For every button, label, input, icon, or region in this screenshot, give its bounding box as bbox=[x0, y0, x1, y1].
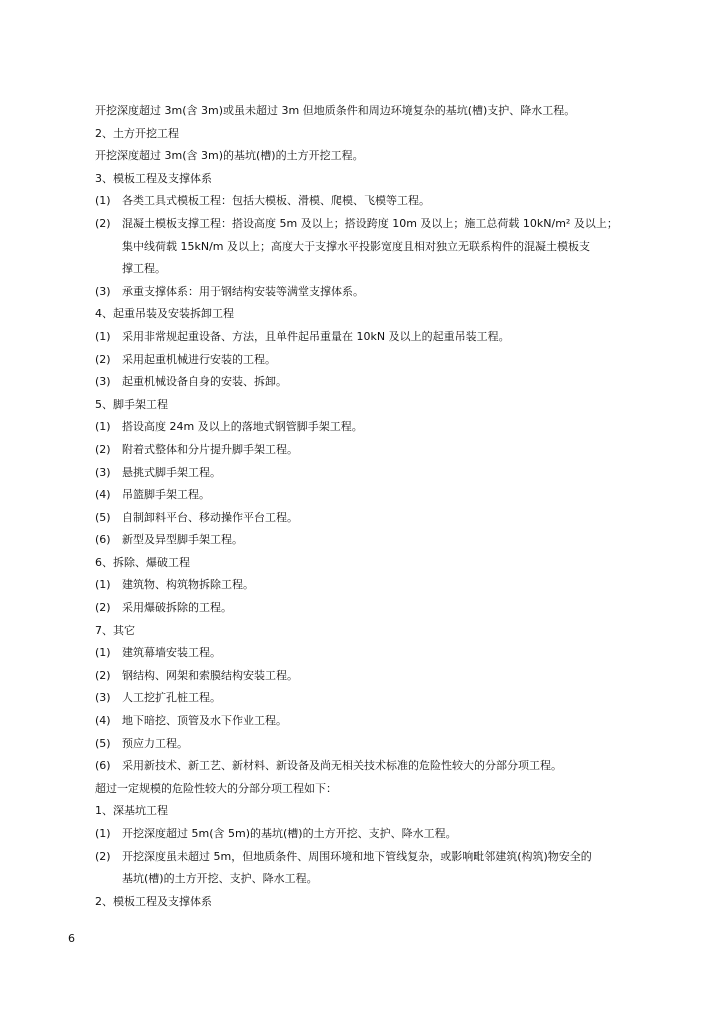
list-item-text: 钢结构、网架和索膜结构安装工程。 bbox=[122, 668, 298, 682]
list-item bbox=[95, 507, 665, 530]
list-item bbox=[95, 823, 665, 846]
list-item bbox=[95, 687, 665, 710]
list-item-number: (3) bbox=[95, 691, 111, 705]
list-item-number: (6) bbox=[95, 759, 111, 773]
list-item-text: 建筑物、构筑物拆除工程。 bbox=[122, 578, 254, 592]
list-item bbox=[95, 462, 665, 485]
list-item-number: (5) bbox=[95, 736, 111, 750]
paragraph-line: 5、脚手架工程 bbox=[95, 397, 168, 411]
list-item-text: 开挖深度虽未超过 5m，但地质条件、周围环境和地下管线复杂，或影响毗邻建筑(构筑)物安全的 bbox=[122, 849, 592, 863]
list-item-text: 采用新技术、新工艺、新材料、新设备及尚无相关技术标准的危险性较大的分部分项工程。 bbox=[122, 759, 562, 773]
list-item-number: (3) bbox=[95, 284, 111, 298]
list-item-number: (2) bbox=[95, 668, 111, 682]
list-item-number: (5) bbox=[95, 510, 111, 524]
paragraph-line: 3、模板工程及支撑体系 bbox=[95, 171, 212, 185]
list-item bbox=[95, 846, 665, 869]
list-item bbox=[95, 484, 665, 507]
paragraph-line: 2、土方开挖工程 bbox=[95, 126, 179, 140]
list-item bbox=[95, 416, 665, 439]
list-item-number: (3) bbox=[95, 465, 111, 479]
list-item-text: 搭设高度 24m 及以上的落地式钢管脚手架工程。 bbox=[122, 420, 363, 434]
list-item-continuation: 撑工程。 bbox=[122, 262, 166, 276]
list-item bbox=[95, 597, 665, 620]
paragraph-line: 1、深基坑工程 bbox=[95, 804, 168, 818]
list-item-text: 人工挖扩孔桩工程。 bbox=[122, 691, 221, 705]
list-item-number: (1) bbox=[95, 827, 111, 840]
list-item-number: (6) bbox=[95, 533, 111, 547]
list-item-text: 新型及异型脚手架工程。 bbox=[122, 533, 243, 547]
list-item bbox=[95, 326, 665, 349]
list-item bbox=[95, 733, 665, 756]
list-item bbox=[95, 642, 665, 665]
list-item-text: 附着式整体和分片提升脚手架工程。 bbox=[122, 442, 298, 456]
list-item bbox=[95, 281, 665, 304]
paragraph-line: 4、起重吊装及安装拆卸工程 bbox=[95, 307, 234, 321]
list-item-number: (2) bbox=[95, 352, 111, 366]
paragraph-line: 2、模板工程及支撑体系 bbox=[95, 894, 212, 908]
list-item-continuation: 基坑(槽)的土方开挖、支护、降水工程。 bbox=[122, 872, 318, 886]
list-item-number: (1) bbox=[95, 329, 111, 343]
list-item-number: (1) bbox=[95, 420, 111, 434]
list-item bbox=[95, 439, 665, 462]
list-item-number: (2) bbox=[95, 849, 111, 863]
list-item-text: 悬挑式脚手架工程。 bbox=[122, 465, 221, 479]
list-item bbox=[95, 190, 665, 213]
list-item-number: (4) bbox=[95, 714, 111, 728]
list-item-number: (1) bbox=[95, 578, 111, 592]
list-item bbox=[95, 529, 665, 552]
list-item bbox=[95, 371, 665, 394]
list-item-text: 混凝土模板支撑工程：搭设高度 5m 及以上；搭设跨度 10m 及以上；施工总荷载 10kN/m² 及以上； bbox=[122, 216, 618, 230]
list-item-number: (2) bbox=[95, 442, 111, 456]
list-item-text: 各类工具式模板工程：包括大模板、滑模、爬模、飞模等工程。 bbox=[122, 194, 430, 208]
list-item-text: 吊篮脚手架工程。 bbox=[122, 488, 210, 502]
list-item-number: (1) bbox=[95, 194, 111, 208]
list-item bbox=[95, 665, 665, 688]
list-item-number: (2) bbox=[95, 216, 111, 230]
list-item-text: 承重支撑体系：用于钢结构安装等满堂支撑体系。 bbox=[122, 284, 364, 298]
paragraph-line: 7、其它 bbox=[95, 623, 135, 637]
list-item-continuation: 集中线荷载 15kN/m 及以上；高度大于支撑水平投影宽度且相对独立无联系构件的混凝土模板支 bbox=[122, 239, 591, 253]
list-item bbox=[95, 755, 665, 778]
list-item bbox=[95, 349, 665, 372]
list-item-text: 开挖深度超过 5m(含 5m)的基坑(槽)的土方开挖、支护、降水工程。 bbox=[122, 827, 457, 840]
paragraph-line: 开挖深度超过 3m(含 3m)或虽未超过 3m 但地质条件和周边环境复杂的基坑(槽)支护、降水工程。 bbox=[95, 104, 576, 117]
document-body bbox=[95, 100, 665, 913]
list-item-text: 建筑幕墙安装工程。 bbox=[122, 646, 221, 660]
paragraph-line: 超过一定规模的危险性较大的分部分项工程如下： bbox=[95, 781, 337, 795]
list-item-text: 采用起重机械进行安装的工程。 bbox=[122, 352, 276, 366]
list-item-number: (3) bbox=[95, 375, 111, 389]
list-item bbox=[95, 574, 665, 597]
paragraph-line: 开挖深度超过 3m(含 3m)的基坑(槽)的土方开挖工程。 bbox=[95, 149, 364, 163]
page-number: 6 bbox=[68, 932, 75, 945]
list-item bbox=[95, 213, 665, 236]
list-item-text: 预应力工程。 bbox=[122, 736, 188, 750]
list-item bbox=[95, 710, 665, 733]
list-item-number: (1) bbox=[95, 646, 111, 660]
list-item-number: (4) bbox=[95, 488, 111, 502]
list-item-text: 地下暗挖、顶管及水下作业工程。 bbox=[122, 714, 287, 728]
list-item-text: 采用非常规起重设备、方法，且单件起吊重量在 10kN 及以上的起重吊装工程。 bbox=[122, 329, 510, 343]
list-item-text: 自制卸料平台、移动操作平台工程。 bbox=[122, 510, 298, 524]
list-item-number: (2) bbox=[95, 601, 111, 615]
list-item-text: 采用爆破拆除的工程。 bbox=[122, 601, 232, 615]
list-item-text: 起重机械设备自身的安装、拆卸。 bbox=[122, 375, 287, 389]
paragraph-line: 6、拆除、爆破工程 bbox=[95, 555, 190, 569]
